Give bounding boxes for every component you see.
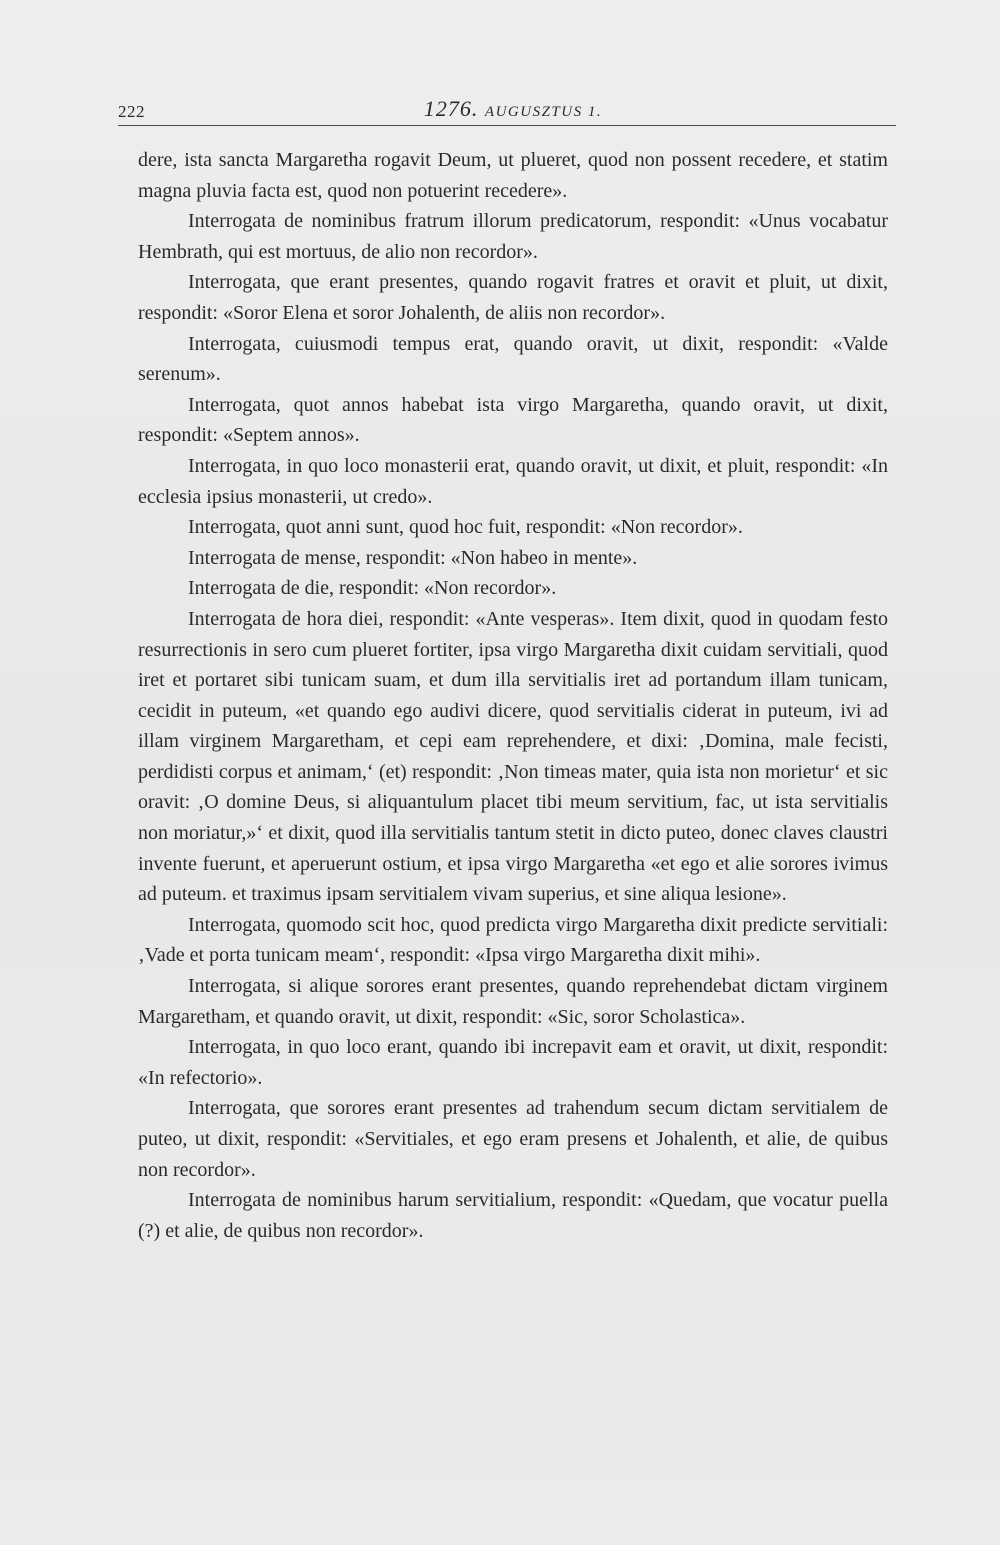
paragraph: Interrogata de nominibus fratrum illorum predicatorum, respondit: «Unus vocabatur Hembrath, qui est mortuus, de alio non recordor». [138, 210, 888, 263]
running-head-date: AUGUSZTUS 1. [484, 104, 603, 120]
paragraph: Interrogata, in quo loco monasterii erat, quando oravit, ut dixit, et pluit, respondit: «In ecclesia ipsius monasterii, ut credo». [138, 454, 888, 508]
paragraph: Interrogata, que erant presentes, quando rogavit fratres et oravit et pluit, ut dixit, respondit: «Soror Elena et soror Johalenth, de aliis non recordor». [138, 271, 888, 324]
header-rule [118, 125, 896, 126]
paragraph: Interrogata, in quo loco erant, quando ibi increpavit eam et oravit, ut dixit, respondit: «In refectorio». [138, 1036, 888, 1089]
paragraph: dere, ista sancta Margaretha rogavit Deum, ut plueret, quod non possent recedere, et statim magna pluvia facta est, quod non potuerint recedere». [138, 149, 888, 202]
paragraph: Interrogata de mense, respondit: «Non habeo in mente». [188, 546, 638, 569]
body-text [138, 145, 888, 1246]
paragraph: Interrogata, quot annos habebat ista virgo Margaretha, quando oravit, ut dixit, respondit: «Septem annos». [138, 393, 888, 447]
paragraph: Interrogata de nominibus harum servitialium, respondit: «Quedam, que vocatur puella (?) et alie, de quibus non recordor». [138, 1189, 888, 1242]
page-header [118, 96, 888, 126]
running-head-year: 1276. [423, 96, 479, 121]
paragraph: Interrogata, si alique sorores erant presentes, quando reprehendebat dictam virginem Margaretham, et quando oravit, ut dixit, respondit: «Sic, soror Scholastica». [138, 975, 888, 1028]
paragraph: Interrogata, quomodo scit hoc, quod predicta virgo Margaretha dixit predicte servitiali: ‚Vade et porta tunicam meam‘, respondit: «Ipsa virgo Margaretha dixit mihi». [138, 913, 888, 967]
page-number: 222 [118, 102, 145, 121]
paragraph: Interrogata de die, respondit: «Non recordor». [188, 577, 557, 600]
paragraph: Interrogata, que sorores erant presentes ad trahendum secum dictam servitialem de puteo, ut dixit, respondit: «Servitiales, et ego eram presens et Johalenth, et alie, de quibus non recordor». [138, 1097, 888, 1181]
running-head [138, 96, 888, 122]
paragraph: Interrogata de hora diei, respondit: «Ante vesperas». Item dixit, quod in quodam festo resurrectionis in sero cum plueret fortiter, ipsa virgo Margaretha dixit cuidam servitiali, quod iret et portaret sibi tunicam suam, et dum illa servitialis iret ad portandum illam tunicam, cecidit in puteum, «et quando ego audivi dicere, quod servitialis ciderat in puteum, ivi ad illam virginem Margaretham, et cepi eam reprehendere, et dixi: ‚Domina, male fecisti, perdidisti corpus et animam,‘ (et) respondit: ‚Non timeas mater, quia ista non morietur‘ et sic oravit: ‚O domine Deus, si aliquantulum placet tibi meum servitium, fac, ut ista servitialis non moriatur,»‘ et dixit, quod illa servitialis tantum stetit in dicto puteo, donec claves claustri invente fuerunt, et aperuerunt ostium, et ipsa virgo Margaretha «et ego et alie sorores ivimus ad puteum. et traximus ipsam servitialem vivam superius, et sine aliqua lesione». [138, 607, 888, 906]
paragraph: Interrogata, quot anni sunt, quod hoc fuit, respondit: «Non recordor». [188, 516, 743, 539]
paragraph: Interrogata, cuiusmodi tempus erat, quando oravit, ut dixit, respondit: «Valde serenum». [138, 332, 888, 386]
